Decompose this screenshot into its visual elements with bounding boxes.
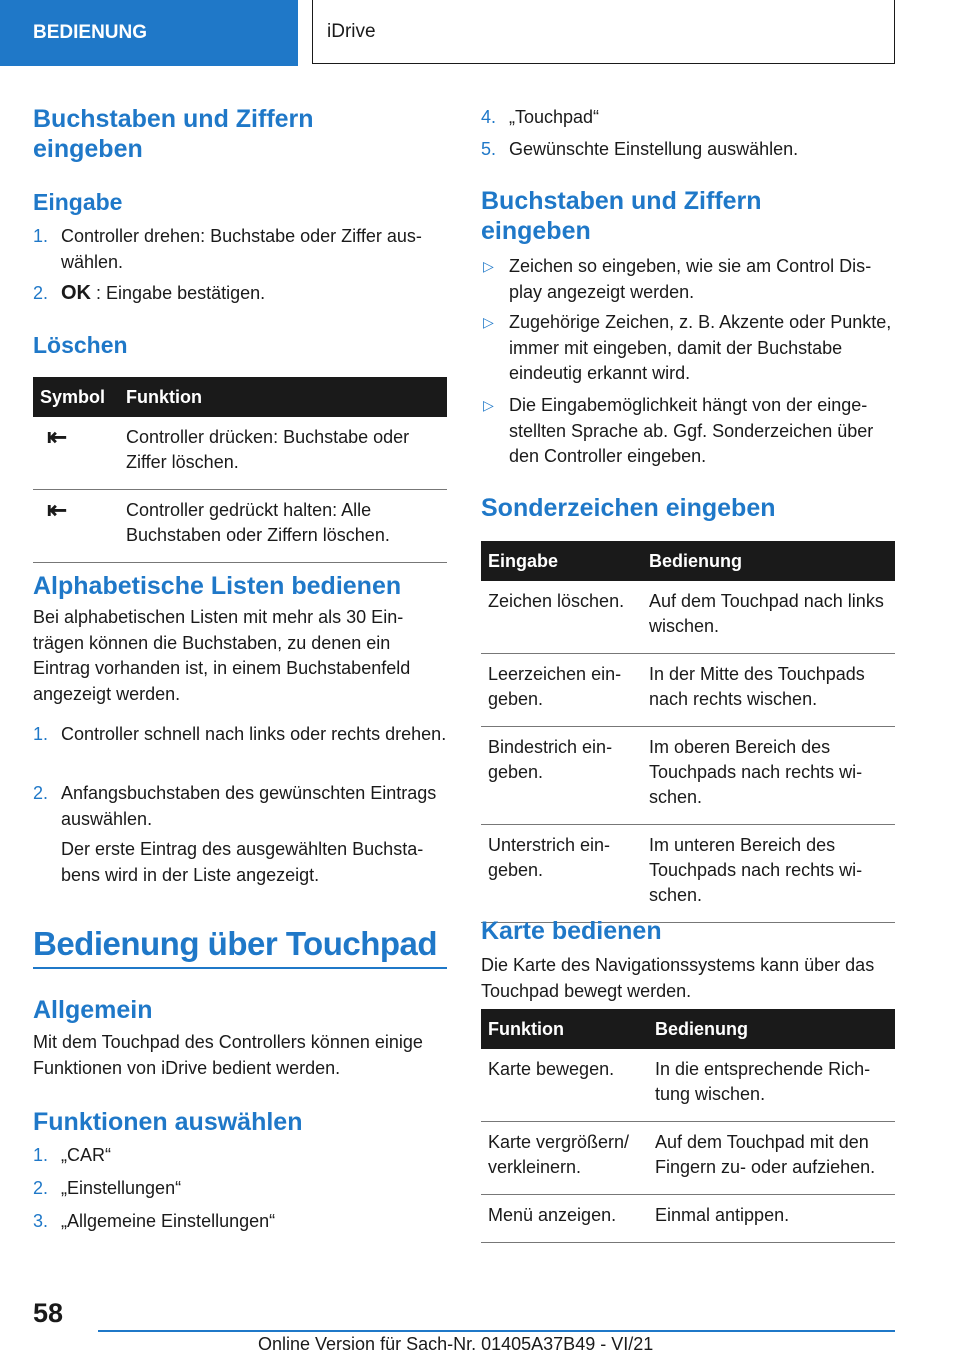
table-row: Bindestrich eingeben. Im oberen Bereich des Touchpads nach rechts wischen.: [481, 727, 895, 825]
list-item: ▷ Die Eingabemöglichkeit hängt von der eingestellten Sprache ab. Ggf. Sonderzeichen über den Controller eingeben.: [483, 395, 874, 466]
table-row: ⇤ Controller gedrückt halten: Alle Buchstaben oder Ziffern löschen.: [33, 490, 447, 563]
table-row: Karte bewegen. In die entsprechende Richtung wischen.: [481, 1049, 895, 1122]
ok-icon: OK: [61, 282, 91, 304]
list-item: 2. OK : Eingabe bestätigen.: [33, 282, 266, 304]
heading-alpha: Alphabetische Listen bedienen: [33, 572, 402, 600]
list-item: 1. Controller drehen: Buchstabe oder Ziffer auswählen.: [33, 226, 422, 272]
table-row: Leerzeichen eingeben. In der Mitte des Touchpads nach rechts wischen.: [481, 654, 895, 727]
table-row: Menü anzeigen. Einmal antippen.: [481, 1195, 895, 1243]
delete-icon: ⇤: [33, 490, 119, 563]
footer-divider: [98, 1330, 895, 1332]
list-item: 1. „CAR“: [33, 1145, 111, 1165]
page-number: 58: [33, 1298, 64, 1328]
heading-buchstaben-2: Buchstaben und Ziffern eingeben: [481, 187, 762, 245]
list-item: 3. „Allgemeine Einstellungen“: [33, 1211, 276, 1231]
list-item: 1. Controller schnell nach links oder rechts drehen.: [33, 724, 447, 744]
karte-text: Die Karte des Navigationssystems kann über das Touchpad bewegt werden.: [481, 955, 875, 1001]
loeschen-table: Symbol Funktion ⇤ Controller drücken: Buchstabe oder Ziffer löschen. ⇤ Controller gedrückt halten: Alle Buchstaben oder Ziffern löschen.: [33, 377, 447, 563]
table-row: ⇤ Controller drücken: Buchstabe oder Ziffer löschen.: [33, 417, 447, 490]
footer-text: Online Version für Sach-Nr. 01405A37B49 - VI/21: [258, 1334, 654, 1354]
table-row: Karte vergrößern/ verkleinern. Auf dem Touchpad mit den Fingern zu- oder aufziehen.: [481, 1122, 895, 1195]
heading-sonder: Sonderzeichen eingeben: [481, 494, 776, 522]
triangle-bullet-icon: ▷: [483, 397, 494, 413]
heading-loeschen: Löschen: [33, 332, 128, 358]
heading-buchstaben: Buchstaben und Ziffern eingeben: [33, 105, 314, 163]
karte-table: Funktion Bedienung Karte bewegen. In die entsprechende Richtung wischen. Karte vergrößern/ verkleinern. Auf dem Touchpad mit den Fingern zu- oder aufziehen. Menü anzeigen. Einmal antippen.: [481, 1009, 895, 1243]
list-item: 2. Anfangsbuchstaben des gewünschten Eintrags auswählen.: [33, 783, 437, 829]
heading-touchpad: Bedienung über Touchpad: [33, 925, 438, 962]
sonder-table: Eingabe Bedienung Zeichen löschen. Auf dem Touchpad nach links wischen. Leerzeichen eingeben. In der Mitte des Touchpads nach rechts wischen. Bindestrich eingeben. Im oberen Bereich des Touchpads nach rechts wischen. Unterstrich eingeben. Im unteren Bereich des Touchpads nach rechts wischen.: [481, 541, 895, 923]
alpha-text: Bei alphabetischen Listen mit mehr als 30 Einträgen können die Buchstaben, zu denen ein Eintrag vorhanden ist, in einem Buchstabenfeld angezeigt werden.: [33, 607, 411, 704]
section-tab: BEDIENUNG: [0, 0, 298, 66]
chapter-box: iDrive: [312, 0, 895, 64]
delete-icon: ⇤: [33, 417, 119, 490]
page-header: [0, 0, 960, 66]
divider: [33, 967, 447, 969]
heading-eingabe: Eingabe: [33, 189, 123, 215]
table-row: Zeichen löschen. Auf dem Touchpad nach links wischen.: [481, 581, 895, 654]
triangle-bullet-icon: ▷: [483, 258, 494, 274]
alpha-note: Der erste Eintrag des ausgewählten Buchstabens wird in der Liste angezeigt.: [61, 839, 424, 885]
triangle-bullet-icon: ▷: [483, 314, 494, 330]
allgemein-text: Mit dem Touchpad des Controllers können einige Funktionen von iDrive bedient werden.: [33, 1032, 423, 1078]
list-item: 4. „Touchpad“: [481, 107, 600, 127]
list-item: 2. „Einstellungen“: [33, 1178, 182, 1198]
heading-karte: Karte bedienen: [481, 917, 662, 945]
heading-allgemein: Allgemein: [33, 996, 153, 1024]
list-item: 5. Gewünschte Einstellung auswählen.: [481, 139, 799, 159]
list-item: ▷ Zugehörige Zeichen, z. B. Akzente oder Punkte, immer mit eingeben, damit der Buchstabe eindeutig erkannt wird.: [483, 312, 892, 383]
list-item: ▷ Zeichen so eingeben, wie sie am Control Display angezeigt werden.: [483, 256, 872, 302]
table-row: Unterstrich eingeben. Im unteren Bereich des Touchpads nach rechts wischen.: [481, 825, 895, 923]
heading-funktionen: Funktionen auswählen: [33, 1108, 303, 1136]
